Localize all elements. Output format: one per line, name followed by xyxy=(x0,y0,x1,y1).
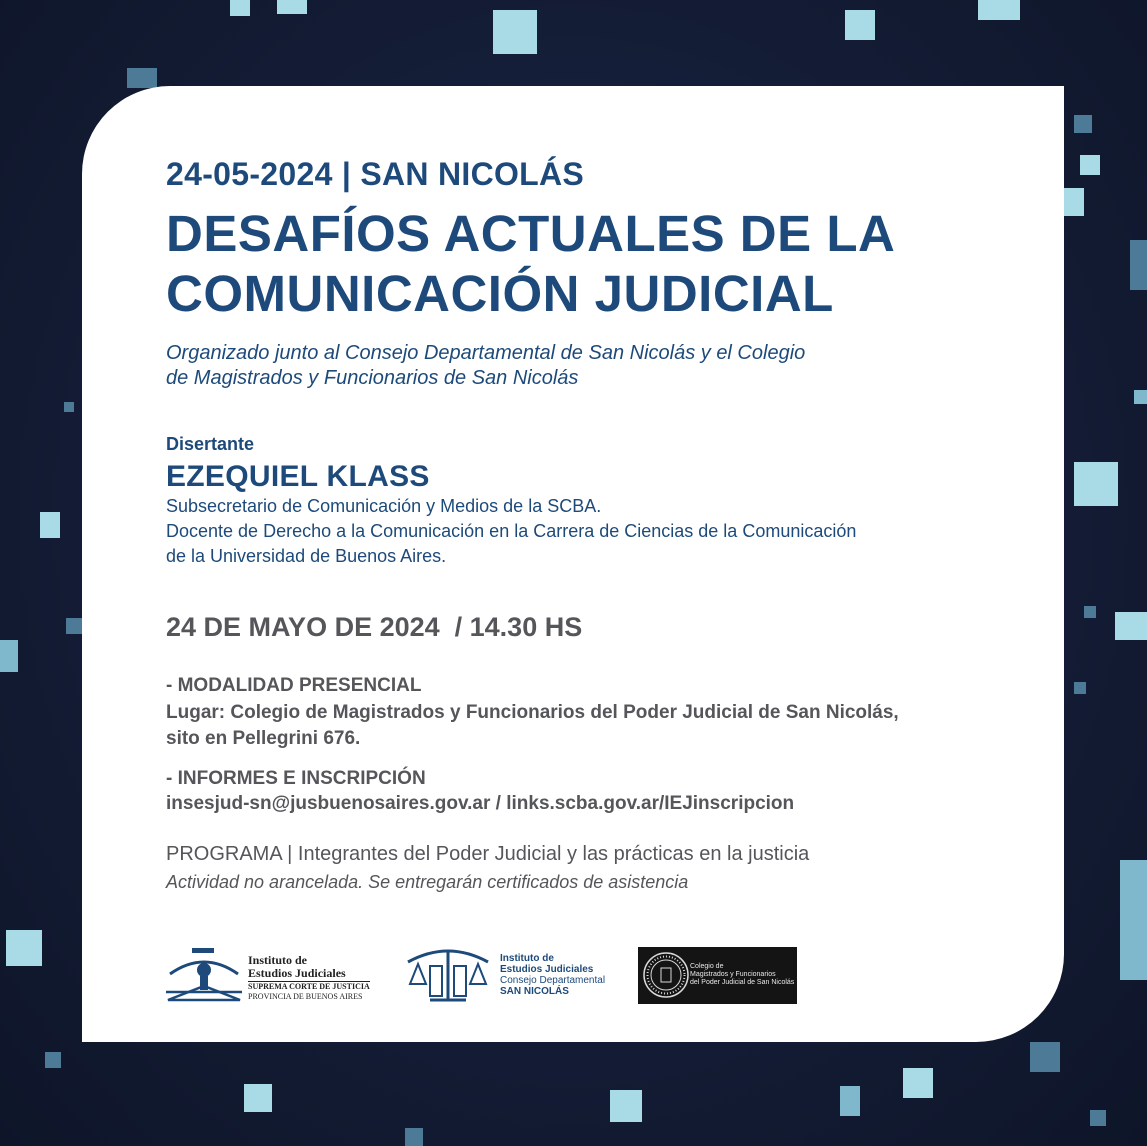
venue-line: Lugar: Colegio de Magistrados y Funcionarios del Poder Judicial de San Nicolás, xyxy=(166,702,899,723)
logo3-line: del Poder Judicial de San Nicolás xyxy=(690,979,795,986)
logo1-line: Instituto de xyxy=(248,953,308,967)
logo3-line: Magistrados y Funcionarios xyxy=(690,971,776,978)
program-line: PROGRAMA | Integrantes del Poder Judicial y las prácticas en la justicia xyxy=(166,843,810,865)
venue-line: sito en Pellegrini 676. xyxy=(166,728,361,749)
logo2-text xyxy=(500,953,605,997)
logo3-line: Colegio de xyxy=(690,963,724,970)
colegio-seal-icon xyxy=(642,951,690,999)
title-line: DESAFÍOS ACTUALES DE LA xyxy=(166,205,896,262)
logo1-text xyxy=(248,954,370,1001)
bio-line: Docente de Derecho a la Comunicación en la Carrera de Ciencias de la Comunicación xyxy=(166,521,857,541)
event-title xyxy=(166,204,895,324)
event-datetime: 24 DE MAYO DE 2024 / 14.30 HS xyxy=(166,612,583,642)
organized-line: Organizado junto al Consejo Departamental de San Nicolás y el Colegio xyxy=(166,342,806,364)
event-date-place: 24-05-2024 | SAN NICOLÁS xyxy=(166,156,585,192)
logo2-line: Consejo Departamental xyxy=(500,975,606,986)
venue xyxy=(166,700,899,752)
registration-contact[interactable]: insesjud-sn@jusbuenosaires.gov.ar / links.scba.gov.ar/IEJinscripcion xyxy=(166,793,795,814)
organized-line: de Magistrados y Funcionarios de San Nicolás xyxy=(166,367,579,389)
speaker-label: Disertante xyxy=(166,434,255,454)
logo2-line: Instituto de xyxy=(500,953,554,964)
scales-emblem-icon xyxy=(404,944,492,1004)
logo2-line: SAN NICOLÁS xyxy=(500,986,569,997)
modality-heading: - MODALIDAD PRESENCIAL xyxy=(166,675,422,696)
info-heading: - INFORMES E INSCRIPCIÓN xyxy=(166,768,426,789)
logo3-text xyxy=(690,963,794,987)
logo1-line: Estudios Judiciales xyxy=(248,966,346,980)
speaker-name: EZEQUIEL KLASS xyxy=(166,460,430,493)
logo1-line: SUPREMA CORTE DE JUSTICIA xyxy=(248,982,370,991)
bio-line: Subsecretario de Comunicación y Medios de la SCBA. xyxy=(166,496,602,516)
organized-by xyxy=(166,341,805,391)
courthouse-emblem-icon xyxy=(164,946,244,1004)
logo1-line: PROVINCIA DE BUENOS AIRES xyxy=(248,992,363,1001)
bio-line: de la Universidad de Buenos Aires. xyxy=(166,546,447,566)
logo2-line: Estudios Judiciales xyxy=(500,964,594,975)
speaker-bio xyxy=(166,494,856,569)
title-line: COMUNICACIÓN JUDICIAL xyxy=(166,265,834,322)
certificate-note: Actividad no arancelada. Se entregarán certificados de asistencia xyxy=(166,872,689,892)
